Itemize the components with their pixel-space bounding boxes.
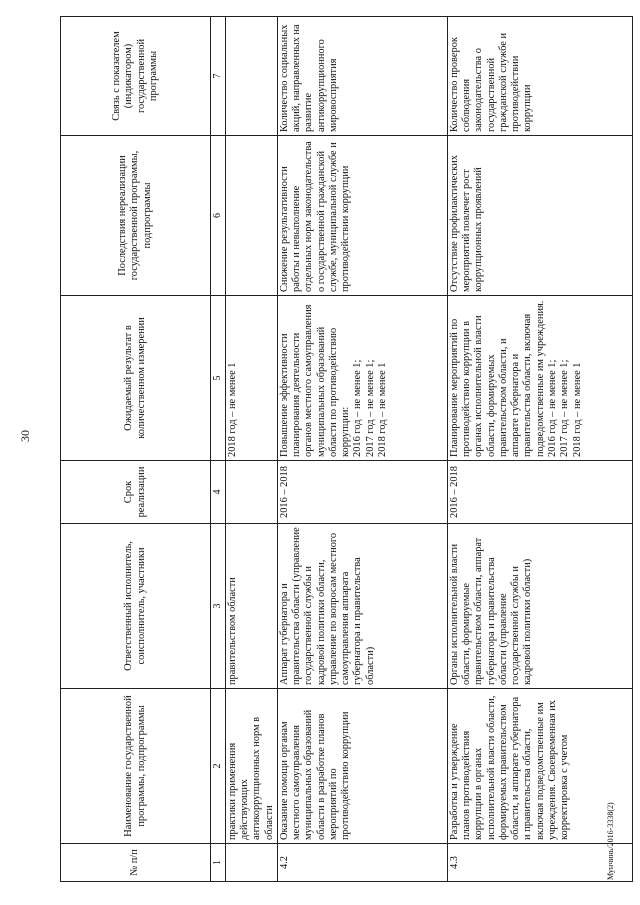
header-responsible: Ответственный исполнитель, соисполнитель, участники xyxy=(61,524,211,689)
row-result: Повышение эффективности планирования деятельности органов местного самоуправления муниципальных образований области по противодействию коррупции: 2016 год – не менее 1; 2017 год – не менее 1; 2018 год – не менее 1 xyxy=(277,296,447,461)
header-indicator: Связь с показателем (индикатором) государственной программы xyxy=(61,17,211,136)
column-number: 5 xyxy=(211,296,226,461)
page-number: 30 xyxy=(18,430,32,442)
row-responsible: Аппарат губернатора и правительства области (управление государственной службы и кадровой политики области, управление по вопросам местного самоуправления аппарата губернатора и правительства области) xyxy=(277,524,447,689)
row-responsible: Органы исполнительной власти области, формируемые правительством области, аппарат губернатора и правительства области (управление государственной службы и кадровой политики области) xyxy=(447,524,632,689)
row-num: 4.3 xyxy=(447,844,632,882)
column-number-row xyxy=(211,17,226,882)
row-program-name: практики применения действующих антикоррупционных норм в области xyxy=(225,689,277,844)
row-consequences xyxy=(225,136,277,296)
row-indicator: Количество социальных акций, направленных на развитие антикоррупционного мировосприятия xyxy=(277,17,447,136)
table-row xyxy=(277,17,447,882)
column-number: 7 xyxy=(211,17,226,136)
row-indicator: Количество проверок соблюдения законодательства о государственной гражданской службе и противодействии коррупции xyxy=(447,17,632,136)
column-number: 2 xyxy=(211,689,226,844)
program-table xyxy=(60,16,633,882)
row-term xyxy=(225,461,277,524)
row-result: 2018 год – не менее 1 xyxy=(225,296,277,461)
row-consequences: Отсутствие профилактических мероприятий повлечет рост коррупционных проявлений xyxy=(447,136,632,296)
header-row xyxy=(61,17,211,882)
row-num xyxy=(225,844,277,882)
header-result: Ожидаемый результат в количественном измерении xyxy=(61,296,211,461)
row-responsible: правительством области xyxy=(225,524,277,689)
column-number: 1 xyxy=(211,844,226,882)
row-consequences: Снижение результативности работы и невыполнение отдельных норм законодательства о государственной гражданской службе, муниципальной службе и противодействии коррупции xyxy=(277,136,447,296)
document-footer-code: Мунчинь/2016-3338(2) xyxy=(606,802,615,880)
rotated-page-content xyxy=(60,17,640,882)
header-term: Срок реализации xyxy=(61,461,211,524)
column-number: 4 xyxy=(211,461,226,524)
row-result: Планирование мероприятий по противодействию коррупции в органах исполнительной власти области, формируемых правительством области, и аппарате губернатора и правительства области, включая подведомственные им учреждения. 2016 год – не менее 1; 2017 год – не менее 1; 2018 год – не менее 1 xyxy=(447,296,632,461)
header-program-name: Наименование государственной программы, подпрограммы xyxy=(61,689,211,844)
table-row xyxy=(447,17,632,882)
header-num: № п/п xyxy=(61,844,211,882)
header-consequences: Последствия нереализации государственной программы, подпрограммы xyxy=(61,136,211,296)
row-num: 4.2 xyxy=(277,844,447,882)
row-program-name: Разработка и утверждение планов противодействия коррупции в органах исполнительной власти области, формируемых правительством области, и аппарате губернатора и правительства области, включая подведомственные им учреждения. Своевременная их корректировка с учетом xyxy=(447,689,632,844)
row-term: 2016 – 2018 xyxy=(447,461,632,524)
row-program-name: Оказание помощи органам местного самоуправления муниципальных образований области в разработке планов мероприятий по противодействию коррупции xyxy=(277,689,447,844)
row-term: 2016 – 2018 xyxy=(277,461,447,524)
column-number: 6 xyxy=(211,136,226,296)
table-row xyxy=(225,17,277,882)
column-number: 3 xyxy=(211,524,226,689)
row-indicator xyxy=(225,17,277,136)
